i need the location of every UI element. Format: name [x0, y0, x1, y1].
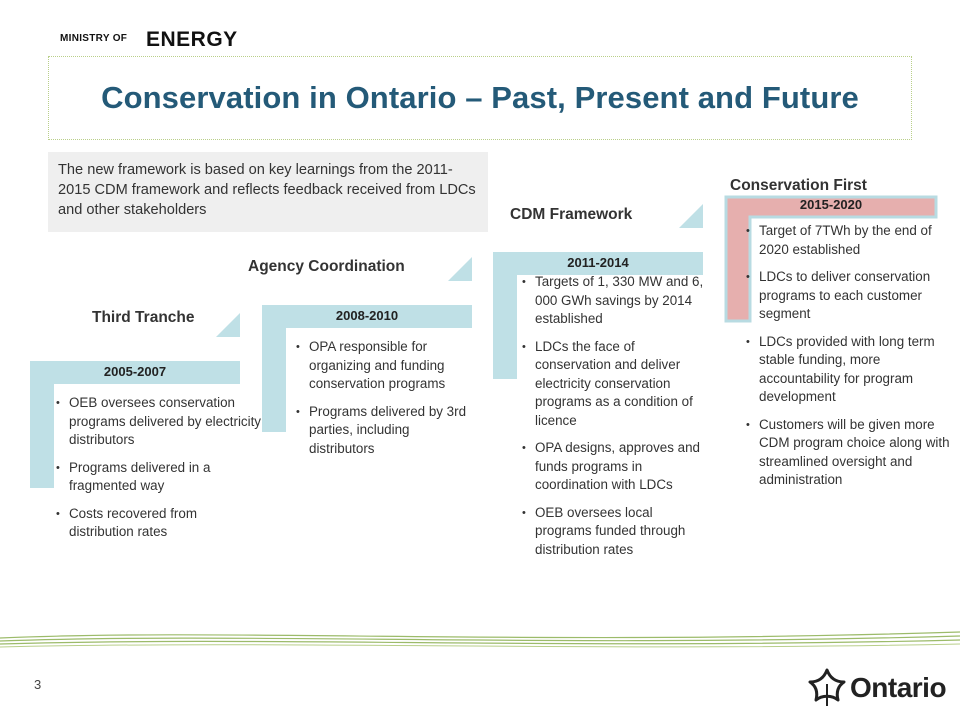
ministry-of-label: MINISTRY OF — [60, 33, 128, 44]
bullet-item: • OPA responsible for organizing and funding conservation programs — [294, 338, 478, 394]
bullet-item: • LDCs to deliver conservation programs to each customer segment — [744, 268, 954, 324]
trillium-icon — [806, 666, 848, 712]
bullet-item: • OEB oversees conservation programs delivered by electricity distributors — [54, 394, 264, 450]
period-2015-2020: 2015-2020 — [799, 197, 863, 212]
period-2005-2007: 2005-2007 — [103, 364, 167, 379]
footer-divider — [0, 620, 960, 650]
step-arrow-2011-2014 — [679, 204, 703, 228]
bullet-item: • Costs recovered from distribution rates — [54, 505, 264, 542]
bullet-item: • OPA designs, approves and funds programs in coordination with LDCs — [520, 439, 710, 495]
stage-label-cdm-framework: CDM Framework — [510, 206, 633, 223]
stage-label-conservation-first: Conservation First — [730, 177, 867, 194]
bullet-item: • Customers will be given more CDM program choice along with streamlined oversight and administration — [744, 416, 954, 490]
stage-label-third-tranche: Third Tranche — [92, 309, 195, 326]
ontario-logo — [806, 666, 948, 716]
bullet-item: • Programs delivered by 3rd parties, including distributors — [294, 403, 478, 459]
step-arrow-2008-2010 — [448, 257, 472, 281]
step-2015-2020 — [726, 195, 936, 217]
bullets-2011-2014 — [520, 273, 710, 568]
page-number: 3 — [34, 677, 42, 692]
bullets-2005-2007 — [54, 394, 264, 551]
intro-note: The new framework is based on key learnings from the 2011-2015 CDM framework and reflects feedback received from LDCs and other stakeholders — [48, 152, 488, 232]
bullet-item: • Targets of 1, 330 MW and 6, 000 GWh savings by 2014 established — [520, 273, 710, 329]
bullets-2015-2020 — [744, 222, 954, 499]
period-2011-2014: 2011-2014 — [567, 255, 629, 270]
slide-title: Conservation in Ontario – Past, Present and Future — [101, 80, 859, 115]
stage-label-agency-coordination: Agency Coordination — [248, 258, 405, 275]
step-arrow-2005-2007 — [216, 313, 240, 337]
bullet-item: • Target of 7TWh by the end of 2020 established — [744, 222, 954, 259]
logo-wordmark: Ontario — [850, 672, 947, 703]
bullets-2008-2010 — [294, 338, 478, 467]
bullet-item: • Programs delivered in a fragmented way — [54, 459, 264, 496]
step-2005-2007 — [30, 361, 240, 384]
bullet-item: • OEB oversees local programs funded through distribution rates — [520, 504, 710, 560]
step-2011-2014 — [493, 252, 703, 275]
bullet-item: • LDCs the face of conservation and deliver electricity conservation programs as a condition of licence — [520, 338, 710, 431]
bullet-item: • LDCs provided with long term stable funding, more accountability for program development — [744, 333, 954, 407]
ministry-name: ENERGY — [146, 28, 238, 51]
period-2008-2010: 2008-2010 — [335, 308, 399, 323]
step-2008-2010 — [262, 305, 472, 328]
